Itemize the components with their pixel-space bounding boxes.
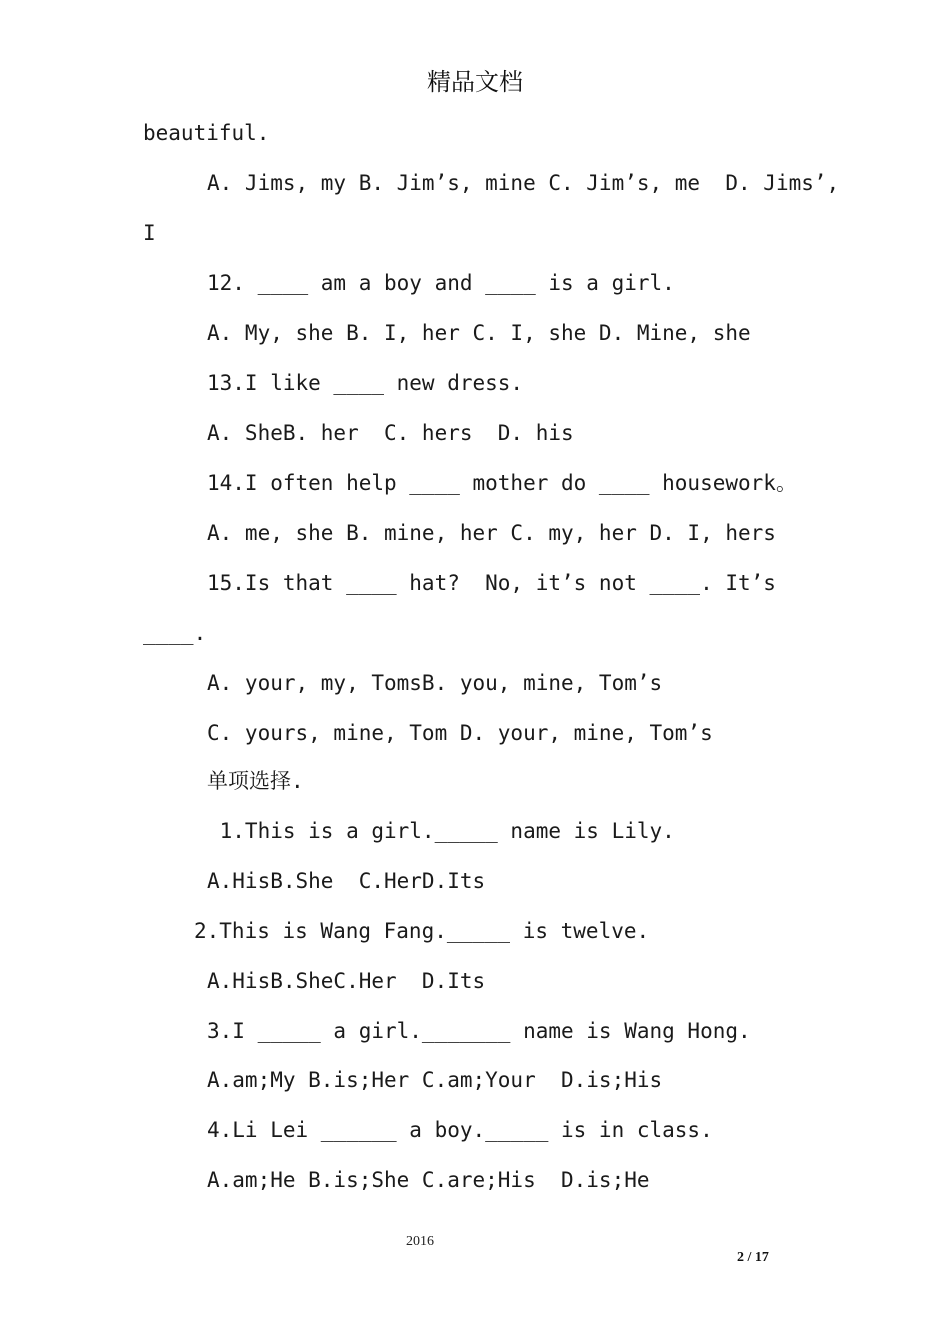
option-line: A. Jims, my B. Jim’s, mine C. Jim’s, me D. Jims’, (207, 171, 840, 195)
option-line: A.am;He B.is;She C.are;His D.is;He (207, 1168, 650, 1192)
question-line: 2.This is Wang Fang._____ is twelve. (194, 919, 650, 943)
question-line: 15.Is that ____ hat? No, it’s not ____. It’s (207, 571, 776, 595)
option-line: A. SheB. her C. hers D. his (207, 421, 574, 445)
text-line: beautiful. (143, 121, 270, 145)
section-heading: 单项选择. (207, 769, 304, 793)
option-line: A.am;My B.is;Her C.am;Your D.is;His (207, 1068, 663, 1092)
text-line: I (143, 221, 156, 245)
option-line: A. your, my, TomsB. you, mine, Tom’s (207, 671, 663, 695)
question-line: 4.Li Lei ______ a boy._____ is in class. (207, 1118, 713, 1142)
question-line: 12. ____ am a boy and ____ is a girl. (207, 271, 675, 295)
question-line: 1.This is a girl._____ name is Lily. (207, 819, 675, 843)
option-line: A. me, she B. mine, her C. my, her D. I, hers (207, 521, 776, 545)
option-line: A. My, she B. I, her C. I, she D. Mine, she (207, 321, 751, 345)
question-line: 3.I _____ a girl._______ name is Wang Hong. (207, 1019, 751, 1043)
option-line: A.HisB.She C.HerD.Its (207, 869, 486, 893)
page-header: 精品文档 (427, 68, 523, 96)
question-line: 13.I like ____ new dress. (207, 371, 524, 395)
option-line: C. yours, mine, Tom D. your, mine, Tom’s (207, 721, 713, 745)
option-line: A.HisB.SheC.Her D.Its (207, 969, 486, 993)
question-line: 14.I often help ____ mother do ____ housework。 (207, 471, 797, 495)
text-line: ____. (143, 621, 207, 645)
footer-year: 2016 (406, 1234, 434, 1249)
page-number: 2 / 17 (737, 1250, 769, 1265)
